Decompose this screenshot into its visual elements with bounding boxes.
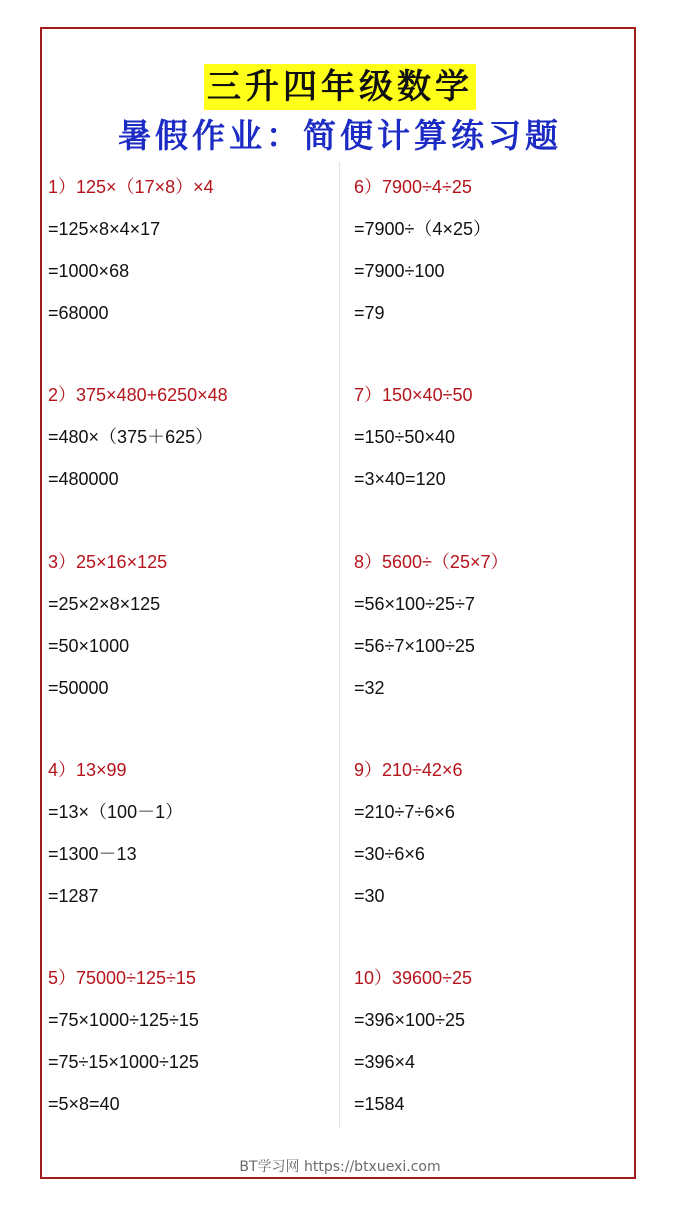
problem-step: =480000 (48, 469, 119, 489)
problem-question: 9）210÷42×6 (354, 760, 463, 780)
problem-step: =1000×68 (48, 261, 130, 281)
problem-step: =56×100÷25÷7 (354, 594, 475, 614)
problem-step: =7900÷100 (354, 261, 445, 281)
problem-step: =25×2×8×125 (48, 594, 161, 614)
problem-step: =125×8×4×17 (48, 219, 161, 239)
page-title: 三升四年级数学 (204, 64, 476, 110)
problem-step: =30 (354, 886, 385, 906)
title-wrap (0, 64, 680, 110)
problem-step: =396×100÷25 (354, 1010, 465, 1030)
problem-step: =30÷6×6 (354, 844, 425, 864)
problem-step: =396×4 (354, 1052, 416, 1072)
problem-question: 6）7900÷4÷25 (354, 177, 472, 197)
problem-4 (48, 753, 328, 921)
problem-question: 10）39600÷25 (354, 968, 472, 988)
problem-step: =5×8=40 (48, 1094, 120, 1114)
problem-question: 5）75000÷125÷15 (48, 968, 196, 988)
problem-step: =75×1000÷125÷15 (48, 1010, 199, 1030)
problem-step: =480×（375＋625） (48, 427, 214, 447)
problem-7 (354, 378, 634, 504)
problem-step: =50×1000 (48, 636, 130, 656)
problem-10 (354, 961, 634, 1129)
problem-6 (354, 170, 634, 338)
problem-question: 3）25×16×125 (48, 552, 168, 572)
problem-step: =7900÷（4×25） (354, 219, 491, 239)
problem-step: =50000 (48, 678, 109, 698)
problem-9 (354, 753, 634, 921)
problem-step: =75÷15×1000÷125 (48, 1052, 199, 1072)
problem-step: =13×（100－1） (48, 802, 184, 822)
problem-question: 4）13×99 (48, 760, 127, 780)
problem-question: 8）5600÷（25×7） (354, 552, 509, 572)
problem-step: =68000 (48, 303, 109, 323)
problem-step: =210÷7÷6×6 (354, 802, 455, 822)
problem-question: 1）125×（17×8）×4 (48, 177, 214, 197)
problem-step: =1584 (354, 1094, 405, 1114)
problem-3 (48, 545, 328, 713)
problem-question: 7）150×40÷50 (354, 385, 473, 405)
problem-step: =150÷50×40 (354, 427, 455, 447)
problem-step: =56÷7×100÷25 (354, 636, 475, 656)
problem-5 (48, 961, 328, 1129)
problem-step: =3×40=120 (354, 469, 446, 489)
problem-question: 2）375×480+6250×48 (48, 385, 228, 405)
footer-watermark: BT学习网 https://btxuexi.com (239, 1159, 441, 1175)
problem-step: =32 (354, 678, 385, 698)
problem-8 (354, 545, 634, 713)
problem-step: =1287 (48, 886, 99, 906)
problem-1 (48, 170, 328, 338)
column-divider (339, 162, 340, 1128)
problem-2 (48, 378, 328, 504)
problem-step: =79 (354, 303, 385, 323)
page-subtitle: 暑假作业：简便计算练习题 (118, 116, 562, 155)
problem-step: =1300－13 (48, 844, 137, 864)
